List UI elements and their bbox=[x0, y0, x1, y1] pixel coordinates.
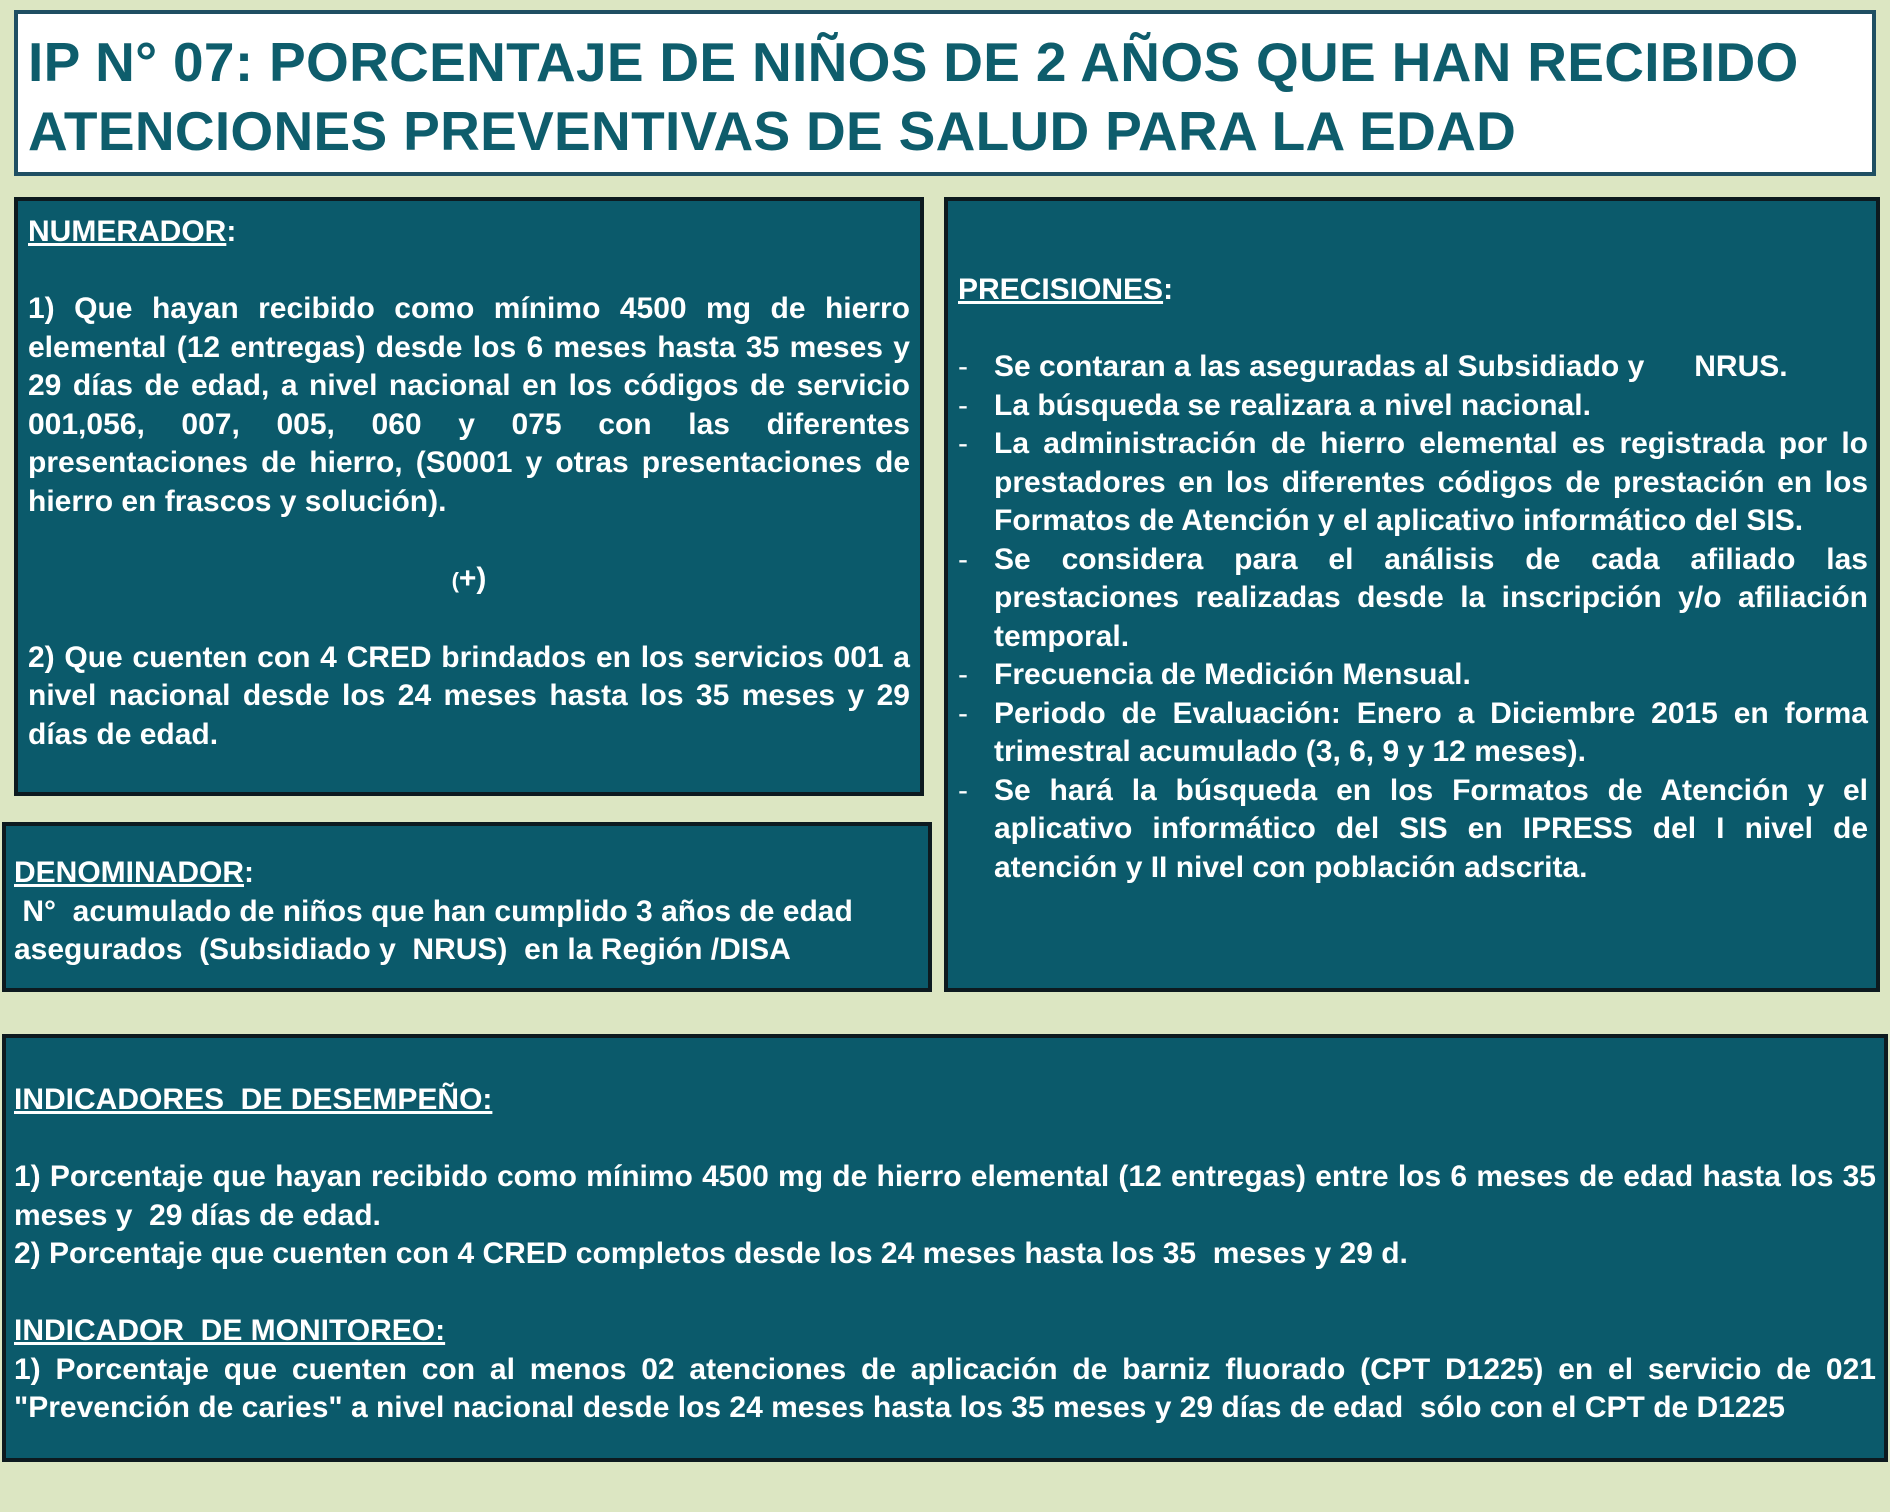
indicadores-heading: INDICADORES DE DESEMPEÑO: bbox=[14, 1083, 493, 1116]
plus-sign: (+) bbox=[451, 561, 487, 595]
denominador-heading: DENOMINADOR bbox=[14, 856, 244, 889]
indicadores-panel bbox=[2, 1034, 1888, 1462]
list-item: - Se considera para el análisis de cada afiliado las prestaciones realizadas desde la inscripción y/o afiliación temporal. bbox=[958, 542, 1868, 653]
indicador-item-2: 2) Porcentaje que cuenten con 4 CRED completos desde los 24 meses hasta los 35 meses y 29 d. bbox=[14, 1237, 1408, 1270]
numerador-heading: NUMERADOR bbox=[28, 215, 227, 248]
numerador-item-1: 1) Que hayan recibido como mínimo 4500 mg de hierro elemental (12 entregas) desde los 6 meses hasta 35 meses y 29 días de edad, a nivel nacional en los códigos de servicio 001,056, 007, 005, 060 y 075 con las diferentes presentaciones de hierro, (S0001 y otras presentaciones de hierro en frascos y solución). bbox=[28, 292, 910, 518]
precisiones-list bbox=[958, 348, 1868, 887]
page-title bbox=[14, 10, 1876, 176]
monitoreo-item-1: 1) Porcentaje que cuenten con al menos 02 atenciones de aplicación de barniz fluorado (CPT D1225) en el servicio de 021 "Prevención de caries" a nivel nacional desde los 24 meses hasta los 35 meses y 29 días de edad sólo con el CPT de D1225 bbox=[14, 1352, 1885, 1424]
denominador-text: N° acumulado de niños que han cumplido 3 años de edad asegurados (Subsidiado y NRUS) en la Región /DISA bbox=[14, 894, 862, 966]
precisiones-heading-row: PRECISIONES: bbox=[958, 273, 1174, 306]
list-item: - La administración de hierro elemental es registrada por lo prestadores en los diferentes códigos de prestación en los Formatos de Atención y el aplicativo informático del SIS. bbox=[958, 427, 1868, 537]
numerador-panel bbox=[14, 197, 924, 796]
list-item: - Frecuencia de Medición Mensual. bbox=[958, 658, 1471, 691]
list-item: - La búsqueda se realizara a nivel nacional. bbox=[958, 388, 1591, 422]
list-item: - Se hará la búsqueda en los Formatos de Atención y el aplicativo informático del SIS en IPRESS del I nivel de atención y II nivel con población adscrita. bbox=[958, 773, 1868, 884]
monitoreo-heading: INDICADOR DE MONITOREO: bbox=[14, 1314, 446, 1347]
title-line-2: ATENCIONES PREVENTIVAS DE SALUD PARA LA EDAD bbox=[28, 100, 1517, 162]
precisiones-heading: PRECISIONES bbox=[958, 273, 1164, 306]
title-line-1: IP N° 07: PORCENTAJE DE NIÑOS DE 2 AÑOS QUE HAN RECIBIDO bbox=[28, 31, 1799, 93]
denominador-panel bbox=[2, 822, 932, 992]
denominador-heading-row: DENOMINADOR: bbox=[14, 856, 254, 889]
precisiones-panel bbox=[944, 197, 1880, 992]
list-item: - Se contaran a las aseguradas al Subsidiado y NRUS. bbox=[958, 350, 1788, 383]
numerador-item-2: 2) Que cuenten con 4 CRED brindados en los servicios 001 a nivel nacional desde los 24 meses hasta los 35 meses y 29 días de edad. bbox=[28, 640, 910, 751]
indicador-item-1: 1) Porcentaje que hayan recibido como mínimo 4500 mg de hierro elemental (12 entregas) entre los 6 meses de edad hasta los 35 meses y 29 días de edad. bbox=[14, 1160, 1885, 1232]
numerador-heading-row: NUMERADOR: bbox=[28, 215, 237, 248]
list-item: - Periodo de Evaluación: Enero a Diciembre 2015 en forma trimestral acumulado (3, 6, 9 y 12 meses). bbox=[958, 696, 1868, 768]
